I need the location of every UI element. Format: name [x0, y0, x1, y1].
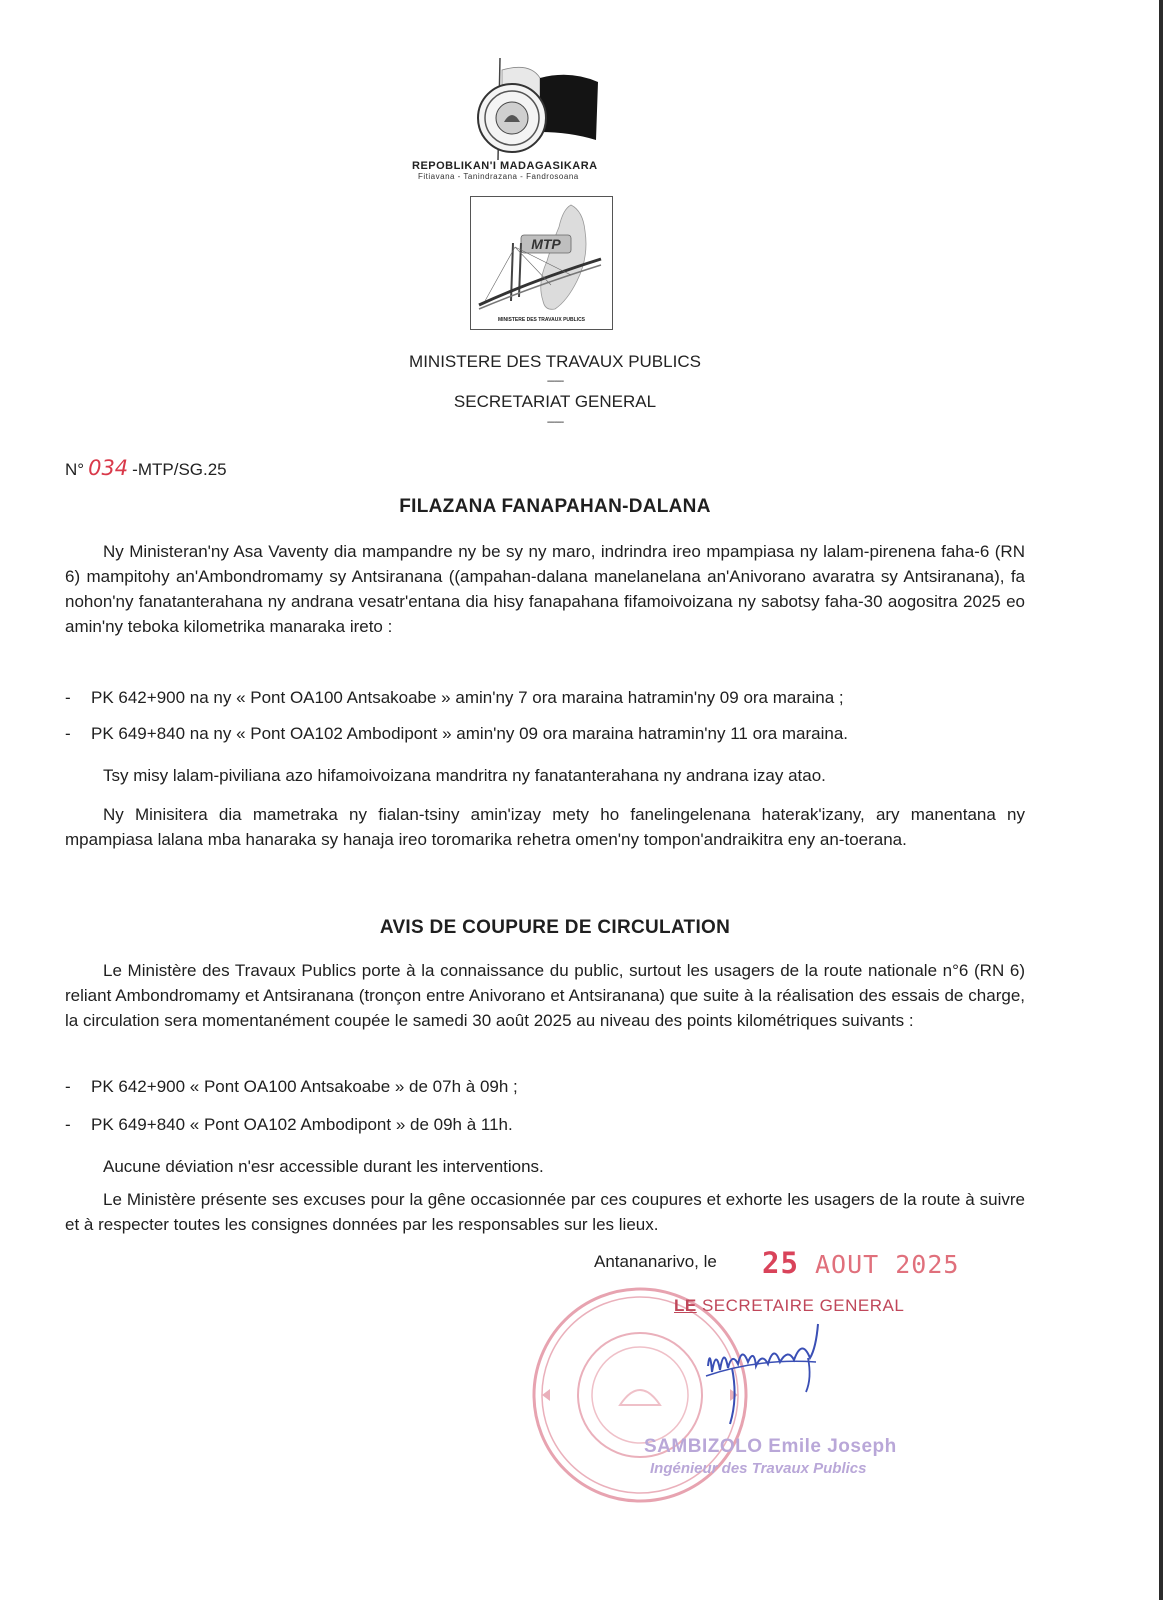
- reference-handwritten-number: 034: [88, 456, 129, 480]
- french-bullet: - PK 642+900 « Pont OA100 Antsakoabe » de 07h à 09h ;: [65, 1077, 518, 1096]
- malagasy-apology: Ny Minisitera dia mametraka ny fialan-tsiny amin'izay mety ho fanelingelenana haterak'izany, ary manentana ny mpampiasa lalana mba hanaraka sy hanaja ireo toromarika rehetra omen'ny tompon'andraikitra eny an-toerana.: [65, 805, 1025, 849]
- ministry-name: MINISTERE DES TRAVAUX PUBLICS: [409, 352, 701, 371]
- malagasy-no-detour: Tsy misy lalam-piviliana azo hifamoivoizana mandritra ny fanatanterahana ny andrana izay atao.: [103, 766, 826, 785]
- stamped-month-year: AOUT 2025: [814, 1250, 960, 1279]
- signer-name: SAMBIZOLO Emile Joseph: [644, 1436, 897, 1457]
- french-bullet-1: PK 642+900 « Pont OA100 Antsakoabe » de 07h à 09h ;: [91, 1077, 518, 1096]
- separator-2: -------: [546, 417, 564, 428]
- reference-prefix: N°: [65, 460, 85, 479]
- signer-title: Ingénieur des Travaux Publics: [650, 1460, 867, 1477]
- republic-title: REPOBLIKAN'I MADAGASIKARA: [412, 160, 598, 172]
- french-bullet: - PK 649+840 « Pont OA102 Ambodipont » de 09h à 11h.: [65, 1115, 513, 1134]
- french-bullet-2: PK 649+840 « Pont OA102 Ambodipont » de 09h à 11h.: [91, 1115, 513, 1134]
- scan-edge: [1159, 0, 1163, 1600]
- french-title: AVIS DE COUPURE DE CIRCULATION: [379, 917, 731, 938]
- malagasy-bullet: - PK 649+840 na ny « Pont OA102 Ambodipont » amin'ny 09 ora maraina hatramin'ny 11 ora maraina.: [65, 724, 849, 743]
- logo-caption: MINISTERE DES TRAVAUX PUBLICS: [497, 317, 586, 323]
- secretariat-name: SECRETARIAT GENERAL: [453, 392, 657, 411]
- french-apology: Le Ministère présente ses excuses pour la gêne occasionnée par ces coupures et exhorte les usagers de la route à suivre et à respecter toutes les consignes données par les responsables sur les lieux.: [65, 1190, 1025, 1234]
- signatory-le: LE: [674, 1296, 697, 1315]
- stamped-day: 25: [762, 1246, 799, 1280]
- mtp-bridge-map-icon: [471, 197, 612, 317]
- reference-suffix: -MTP/SG.25: [132, 460, 227, 479]
- malagasy-intro: Ny Ministeran'ny Asa Vaventy dia mampandre ny be sy ny maro, indrindra ireo mpampiasa ny lalam-pirenena faha-6 (RN 6) mampitohy an'Ambondromamy sy Antsiranana ((ampahan-dalana manelanelana an'Anivorano avaratra sy Antsiranana), fa nohon'ny fanatanterahana ny andrana vesatr'entana dia hisy fanapahana fifamoivoizana ny sabotsy faha-30 aogositra 2025 eo amin'ny teboka kilometrika manaraka ireto :: [65, 542, 1025, 636]
- french-no-detour: Aucune déviation n'esr accessible durant les interventions.: [103, 1157, 544, 1176]
- separator-1: -------: [546, 376, 564, 387]
- french-intro: Le Ministère des Travaux Publics porte à la connaissance du public, surtout les usagers de la route nationale n°6 (RN 6) reliant Ambondromamy et Antsiranana (tronçon entre Anivorano et Antsiranana) que suite à la réalisation des essais de charge, la circulation sera momentanément coupée le samedi 30 août 2025 au niveau des points kilométriques suivants :: [65, 961, 1025, 1030]
- malagasy-bullet-1: PK 642+900 na ny « Pont OA100 Antsakoabe » amin'ny 7 ora maraina hatramin'ny 09 ora maraina ;: [91, 688, 844, 707]
- republic-motto: Fitiavana - Tanindrazana - Fandrosoana: [418, 172, 579, 181]
- ministry-logo: [470, 196, 613, 330]
- handwritten-signature-icon: [698, 1318, 828, 1428]
- stamped-date: [762, 1246, 959, 1280]
- malagasy-bullet-2: PK 649+840 na ny « Pont OA102 Ambodipont » amin'ny 09 ora maraina hatramin'ny 11 ora maraina.: [91, 724, 849, 743]
- date-place: Antananarivo, le: [594, 1252, 717, 1271]
- madagascar-emblem-icon: [470, 52, 610, 162]
- signatory-role: [674, 1296, 904, 1316]
- malagasy-title: FILAZANA FANAPAHAN-DALANA: [399, 496, 711, 517]
- reference-number: [65, 456, 227, 480]
- malagasy-bullet: - PK 642+900 na ny « Pont OA100 Antsakoabe » amin'ny 7 ora maraina hatramin'ny 09 ora maraina ;: [65, 688, 844, 707]
- signatory-role-text: SECRETAIRE GENERAL: [701, 1296, 905, 1315]
- logo-acronym: MTP: [531, 236, 561, 252]
